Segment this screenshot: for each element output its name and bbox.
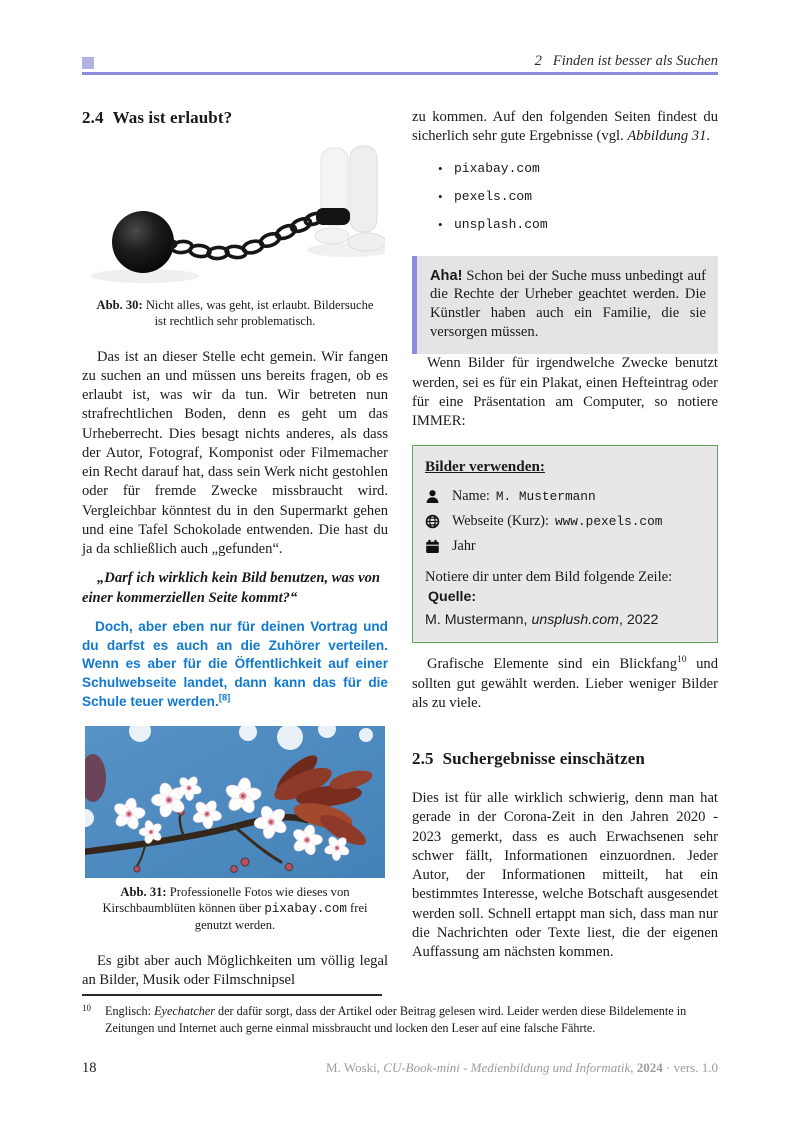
paragraph-grafische-elemente (412, 655, 718, 713)
footnote-text-b: der dafür sorgt, dass der Artikel oder Beitrag gelesen wird. Leider werden diese Bildelemente in Zeitungen und Internet auch gerne einmal missbraucht und locken den Leser auf eine falsche Fährte. (105, 1003, 687, 1035)
source-example-line (425, 612, 705, 628)
figure-31-caption-text-2: frei genutzt werden. (194, 901, 368, 933)
usebox-label: Jahr (452, 538, 476, 555)
blue-answer-text: Doch, aber eben nur für deinen Vortrag und du darfst es auch an die Zuhörer verteilen. Wenn es aber für die Öffentlichkeit auf einer Schulwebseite landet, dann kann das für die Schule teuer werden. (82, 618, 388, 709)
figure-30-caption-label: Abb. 30: (96, 298, 143, 312)
footnote-text-a: Englisch: (105, 1003, 155, 1018)
paragraph-notiere-immer: Wenn Bilder für irgendwelche Zwecke benutzt werden, sei es für ein Plakat, einen Hefteintrag oder für eine Präsentation am Computer, so notiere IMMER: (412, 355, 718, 430)
section-heading-2-4 (82, 108, 388, 128)
reference-8: [8] (218, 692, 231, 704)
aha-callout-box (412, 256, 718, 355)
credit-year: 2024 (636, 1060, 663, 1075)
chapter-marker-square (82, 57, 94, 69)
footnote-10 (82, 1003, 718, 1037)
left-column (82, 98, 388, 998)
continuation-text-a: zu kommen. Auf den folgenden Seiten findest du sicherlich sehr gute Ergebnisse (vgl. (412, 109, 718, 145)
section-number: 2.5 (412, 749, 434, 769)
running-head-chapter-title: Finden ist besser als Suchen (552, 53, 718, 69)
section-title: Suchergebnisse einschätzen (442, 749, 645, 769)
list-item: • pexels.com (438, 189, 718, 204)
grafische-text-a: Grafische Elemente sind ein Blickfang (427, 656, 677, 673)
source-author: M. Mustermann, (425, 612, 532, 629)
credit-version: · vers. 1.0 (662, 1060, 718, 1075)
usebox-row-year (425, 538, 705, 555)
footnote-rule (82, 994, 382, 996)
usebox-note: Notiere dir unter dem Bild folgende Zeile: (425, 569, 673, 586)
page-number: 18 (82, 1060, 97, 1076)
source-year: , 2022 (618, 612, 659, 629)
list-item: • pixabay.com (438, 161, 718, 176)
page-header (82, 53, 718, 80)
figure-31 (85, 726, 385, 878)
paragraph-legal-sources: Es gibt aber auch Möglichkeiten um völlig legal an Bilder, Musik oder Filmschnipsel (82, 952, 388, 988)
running-head-chapter-number: 2 (534, 53, 542, 69)
ball-and-chain-illustration (85, 144, 385, 291)
figure-30-caption-text: Nicht alles, was geht, ist erlaubt. Bildersuche ist rechtlich sehr problematisch. (142, 298, 374, 329)
paragraph-continuation (412, 108, 718, 147)
running-head (535, 53, 718, 70)
paragraph-suchergebnisse: Dies ist für alle wirklich schwierig, denn man hat gerade in der Corona-Zeit in den Jahren 2020 - 2023 gemerkt, dass es auch Erwachsenen sehr schwer fällt, Informationen einzuordnen. Jeder Autor, der Informationen mitteilt, hat ein bestimmtes Interesse, welche Botschaft ausgesendet werden soll. Schnell ertappt man sich, dass man nur die Nachrichten oder Texte liest, die der eigenen Auffassung am nächsten kommen. (412, 790, 718, 961)
right-column (412, 98, 718, 998)
usebox-label: Webseite (Kurz): (452, 513, 549, 530)
header-rule (82, 72, 718, 75)
footnote-area (82, 994, 718, 1037)
globe-icon (425, 514, 440, 529)
footnote-marker: 10 (82, 1002, 91, 1013)
credit-author: M. Woski, (326, 1060, 384, 1075)
source-site: unsplush.com (531, 612, 619, 629)
continuation-text-b: . (706, 128, 711, 145)
figure-31-caption-url: pixabay.com (264, 902, 347, 917)
aha-text: Schon bei der Suche muss unbedingt auf die Rechte der Urheber geachtet werden. Die Künstler haben auch ein Familie, die sie versorgen müssen. (430, 267, 706, 341)
usebox-value: www.pexels.com (554, 514, 663, 530)
usebox-title: Bilder verwenden: (425, 458, 545, 476)
source-label: Quelle: (428, 589, 477, 606)
section-heading-2-5 (412, 749, 718, 769)
aha-label: Aha! (430, 267, 463, 284)
figure-reference: Abbildung 31 (627, 128, 707, 145)
calendar-icon (425, 539, 440, 554)
bilder-verwenden-box (412, 445, 718, 643)
footnote-reference-10: 10 (677, 655, 687, 666)
list-item: • unsplash.com (438, 217, 718, 232)
figure-31-caption-text-1: Professionelle Fotos wie dieses von Kirschbaumblüten können über (102, 884, 350, 916)
footnote-term: Eyechatcher (154, 1003, 215, 1018)
footer-credit (326, 1060, 718, 1076)
figure-30-caption (90, 297, 380, 330)
credit-separator: , (630, 1060, 637, 1075)
figure-31-caption (90, 884, 380, 934)
figure-31-caption-label: Abb. 31: (120, 884, 167, 899)
usebox-label: Name: (452, 488, 490, 505)
usebox-row-website (425, 513, 705, 530)
quote-paragraph: „Darf ich wirklich kein Bild benutzen, was von einer kommerziellen Seite kommt?“ (82, 570, 380, 606)
credit-book-title: CU-Book-mini - Medienbildung und Informatik (383, 1060, 631, 1075)
usebox-value: M. Mustermann (495, 489, 596, 505)
figure-30 (85, 144, 385, 291)
image-site-list (438, 161, 718, 232)
section-number: 2.4 (82, 108, 104, 127)
usebox-row-name (425, 488, 705, 505)
two-column-layout (82, 98, 718, 998)
page-footer (82, 1060, 718, 1077)
blue-answer-paragraph (82, 618, 388, 712)
user-icon (425, 489, 440, 504)
grafische-text-b: und sollten gut gewählt werden. Lieber weniger Bilder als zu viele. (412, 656, 719, 711)
cherry-blossom-photo (85, 726, 385, 878)
paragraph-urheberrecht: Das ist an dieser Stelle echt gemein. Wir fangen zu suchen an und müssen uns bereits fragen, ob es erlaubt ist, was wir da tun. Wir betreten nun strafrechtlichen Boden, denn es geht um das Urheberrecht. Dies besagt nichts anderes, als dass der Autor, Fotograf, Komponist oder Filmemacher ein Recht darauf hat, dass sein Werk nicht gestohlen oder für fremde Zwecke missbraucht wird. Vergleichbar könntest du in den Supermarkt gehen und eine Tafel Schokolade entwenden. Die hast du ja da schließlich auch „gefunden“. (82, 348, 388, 558)
section-title: Was ist erlaubt? (112, 108, 233, 127)
